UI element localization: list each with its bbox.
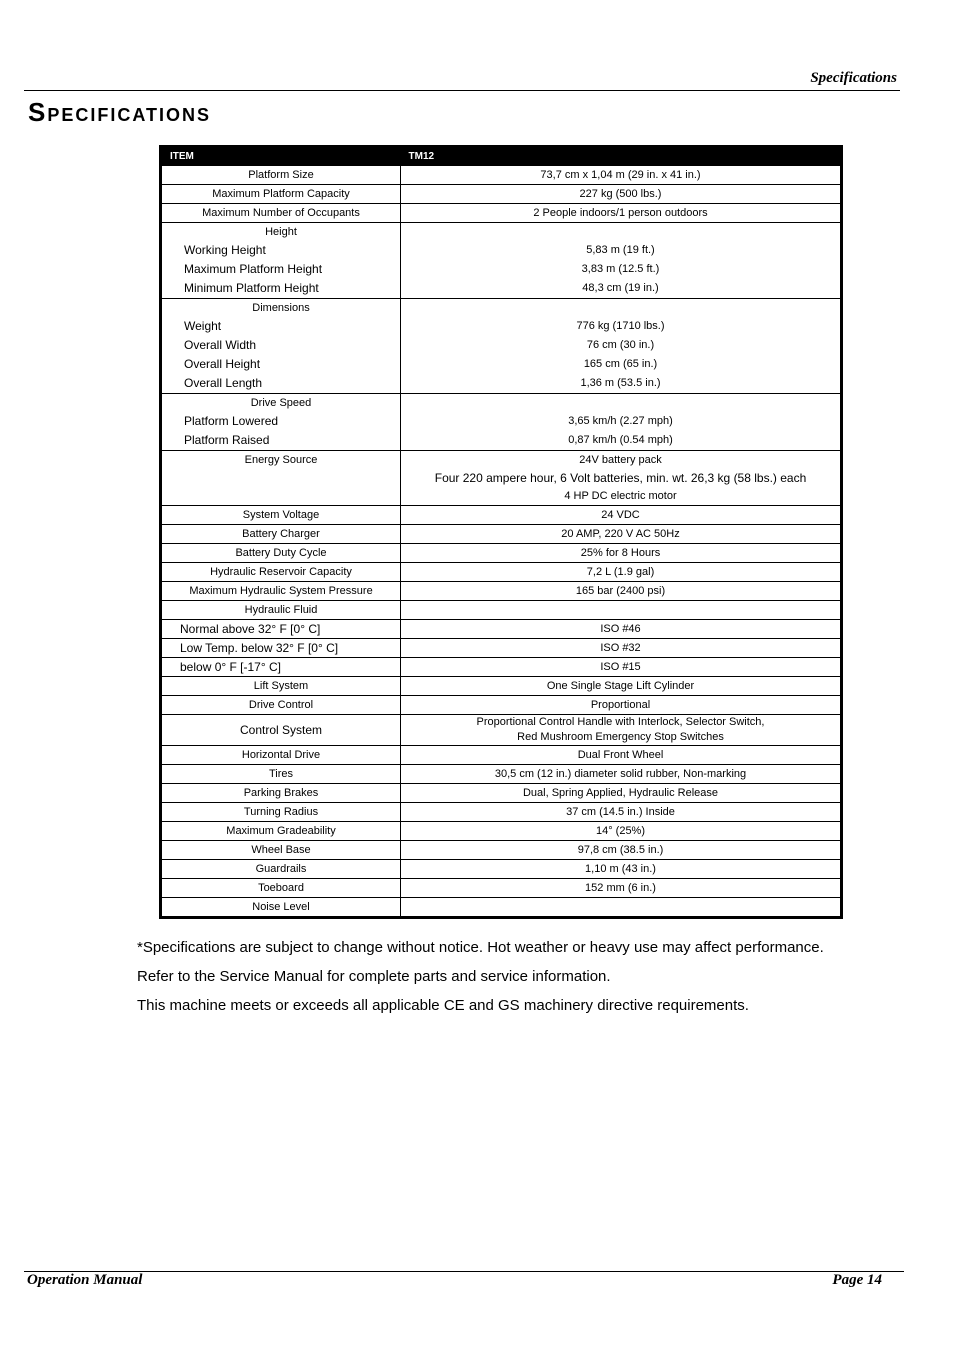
- table-row: [161, 841, 842, 860]
- table-row: [161, 166, 842, 185]
- spec-value: 3,83 m (12.5 ft.): [581, 263, 660, 275]
- spec-item-label: Maximum Number of Occupants: [161, 204, 401, 223]
- spec-group-cell: [161, 223, 401, 299]
- spec-value-line: Four 220 ampere hour, 6 Volt batteries, min. wt. 26,3 kg (58 lbs.) each: [434, 471, 807, 485]
- table-row: [161, 658, 842, 677]
- spec-value: 76 cm (30 in.): [586, 339, 655, 351]
- spec-value-cell: [401, 451, 842, 506]
- table-row: [161, 898, 842, 918]
- spec-value: 14° (25%): [401, 822, 842, 841]
- spec-sub-label: Working Height: [184, 243, 266, 257]
- table-row: [161, 582, 842, 601]
- table-row: [161, 860, 842, 879]
- spec-group-label: Height: [265, 226, 297, 238]
- table-row: [161, 639, 842, 658]
- spec-value: 20 AMP, 220 V AC 50Hz: [401, 525, 842, 544]
- table-row: [161, 696, 842, 715]
- spec-value: 48,3 cm (19 in.): [582, 282, 659, 294]
- spec-sub-label: Overall Length: [184, 376, 263, 390]
- spec-sub-label: Weight: [184, 319, 222, 333]
- spec-item-label: Drive Control: [161, 696, 401, 715]
- spec-value: 1,36 m (53.5 in.): [580, 377, 661, 389]
- table-row: [161, 715, 842, 746]
- spec-value: Dual Front Wheel: [401, 746, 842, 765]
- spec-item-label: Guardrails: [161, 860, 401, 879]
- table-row: [161, 803, 842, 822]
- spec-value: One Single Stage Lift Cylinder: [401, 677, 842, 696]
- spec-value: Dual, Spring Applied, Hydraulic Release: [401, 784, 842, 803]
- table-row: [161, 299, 842, 394]
- spec-item-label: Maximum Hydraulic System Pressure: [161, 582, 401, 601]
- spec-value-line: Proportional Control Handle with Interlock, Selector Switch,: [476, 716, 765, 728]
- spec-sub-label: Overall Width: [184, 338, 257, 352]
- spec-value: 152 mm (6 in.): [401, 879, 842, 898]
- spec-item-label: Platform Size: [161, 166, 401, 185]
- table-row: [161, 677, 842, 696]
- spec-value-line: 4 HP DC electric motor: [564, 490, 677, 502]
- spec-sub-label: Maximum Platform Height: [184, 262, 323, 276]
- spec-value: [401, 898, 842, 918]
- spec-value: [401, 601, 842, 620]
- spec-value-cell: [401, 715, 842, 746]
- spec-item-label: Tires: [161, 765, 401, 784]
- page-title: Specifications: [28, 97, 212, 127]
- spec-value: 97,8 cm (38.5 in.): [401, 841, 842, 860]
- spec-value: ISO #32: [401, 639, 842, 658]
- note-disclaimer: *Specifications are subject to change without notice. Hot weather or heavy use may affect performance.: [137, 939, 824, 956]
- table-row: [161, 394, 842, 451]
- spec-value: 2 People indoors/1 person outdoors: [401, 204, 842, 223]
- spec-item-label: Hydraulic Fluid: [161, 601, 401, 620]
- table-row: [161, 822, 842, 841]
- spec-sub-label: Platform Lowered: [184, 414, 279, 428]
- spec-value: 73,7 cm x 1,04 m (29 in. x 41 in.): [401, 166, 842, 185]
- spec-value: 0,87 km/h (0.54 mph): [568, 434, 673, 446]
- spec-value-line: Red Mushroom Emergency Stop Switches: [517, 731, 724, 743]
- column-header-model: TM12: [401, 147, 842, 166]
- spec-item-label: Energy Source: [161, 451, 401, 506]
- spec-table-body: [161, 166, 842, 918]
- spec-item-label: Noise Level: [161, 898, 401, 918]
- spec-group-label: Drive Speed: [250, 397, 312, 409]
- table-row: [161, 563, 842, 582]
- table-row: [161, 765, 842, 784]
- spec-value: 165 bar (2400 psi): [401, 582, 842, 601]
- spec-item-label: Control System: [161, 715, 401, 746]
- spec-value: Proportional: [401, 696, 842, 715]
- spec-value: 3,65 km/h (2.27 mph): [568, 415, 673, 427]
- spec-group-label: Dimensions: [252, 302, 310, 314]
- spec-sub-label: Platform Raised: [184, 433, 270, 447]
- spec-value: 37 cm (14.5 in.) Inside: [401, 803, 842, 822]
- spec-item-label: Maximum Platform Capacity: [161, 185, 401, 204]
- table-row: [161, 879, 842, 898]
- spec-value: 24 VDC: [401, 506, 842, 525]
- spec-value: 165 cm (65 in.): [583, 358, 658, 370]
- table-row: [161, 204, 842, 223]
- table-row: [161, 451, 842, 506]
- note-service-manual: Refer to the Service Manual for complete parts and service information.: [137, 968, 611, 985]
- table-header-row: [161, 147, 842, 166]
- footer-manual-title: Operation Manual: [27, 1272, 143, 1288]
- spec-value: 1,10 m (43 in.): [401, 860, 842, 879]
- table-row: [161, 784, 842, 803]
- notes: [137, 938, 917, 1025]
- spec-value: 227 kg (500 lbs.): [401, 185, 842, 204]
- running-header: Specifications: [810, 70, 897, 86]
- table-row: [161, 223, 842, 299]
- spec-sub-label: Low Temp. below 32° F [0° C]: [161, 639, 401, 658]
- spec-item-label: Horizontal Drive: [161, 746, 401, 765]
- spec-group-cell: [161, 394, 401, 451]
- spec-value: 7,2 L (1.9 gal): [401, 563, 842, 582]
- header-rule: [24, 90, 900, 91]
- spec-value: ISO #15: [401, 658, 842, 677]
- spec-item-label: Battery Duty Cycle: [161, 544, 401, 563]
- spec-value: 776 kg (1710 lbs.): [576, 320, 665, 332]
- spec-value-cell: [401, 394, 842, 451]
- spec-item-label: System Voltage: [161, 506, 401, 525]
- spec-item-label: Battery Charger: [161, 525, 401, 544]
- footer-page-number: Page 14: [832, 1272, 882, 1288]
- spec-item-label: Maximum Gradeability: [161, 822, 401, 841]
- spec-item-label: Toeboard: [161, 879, 401, 898]
- spec-value: 25% for 8 Hours: [401, 544, 842, 563]
- table-row: [161, 185, 842, 204]
- spec-item-label: Wheel Base: [161, 841, 401, 860]
- spec-sub-label: below 0° F [-17° C]: [161, 658, 401, 677]
- table-row: [161, 525, 842, 544]
- table-row: [161, 506, 842, 525]
- spec-table: [159, 145, 843, 919]
- spec-item-label: Hydraulic Reservoir Capacity: [161, 563, 401, 582]
- table-row: [161, 620, 842, 639]
- note-compliance: This machine meets or exceeds all applicable CE and GS machinery directive requirements.: [137, 997, 749, 1014]
- table-row: [161, 746, 842, 765]
- spec-value: 30,5 cm (12 in.) diameter solid rubber, Non-marking: [401, 765, 842, 784]
- spec-value-cell: [401, 223, 842, 299]
- footer-rule: [24, 1271, 904, 1272]
- spec-sub-label: Normal above 32° F [0° C]: [161, 620, 401, 639]
- spec-value: ISO #46: [401, 620, 842, 639]
- spec-value-cell: [401, 299, 842, 394]
- table-row: [161, 544, 842, 563]
- spec-item-label: Parking Brakes: [161, 784, 401, 803]
- spec-item-label: Turning Radius: [161, 803, 401, 822]
- spec-sub-label: Minimum Platform Height: [184, 281, 319, 295]
- spec-value: 5,83 m (19 ft.): [586, 244, 655, 256]
- table-row: [161, 601, 842, 620]
- column-header-item: ITEM: [161, 147, 401, 166]
- spec-value-line: 24V battery pack: [579, 454, 662, 466]
- spec-sub-label: Overall Height: [184, 357, 261, 371]
- spec-item-label: Lift System: [161, 677, 401, 696]
- spec-group-cell: [161, 299, 401, 394]
